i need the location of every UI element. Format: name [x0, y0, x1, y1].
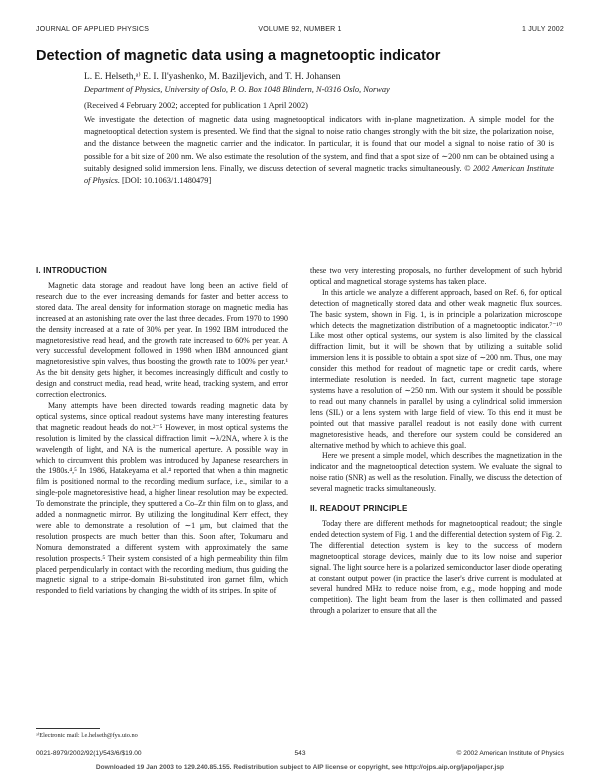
affiliation: Department of Physics, University of Oslo, P. O. Box 1048 Blindern, N-0316 Oslo, Norway — [84, 85, 390, 94]
running-head — [36, 26, 564, 36]
doi: [DOI: 10.1063/1.1480479] — [122, 176, 212, 186]
footer-copyright: © 2002 American Institute of Physics — [456, 750, 564, 757]
author-list: L. E. Helseth,ᵃ⁾ E. I. Il'yashenko, M. Baziljevich, and T. H. Johansen — [84, 72, 341, 82]
abstract — [84, 114, 554, 187]
paragraph: Magnetic data storage and readout have long been an active field of research due to the ever increasing demands for faster and better access to stored data. The areal density for information storage on magnetic media has increased at an astonishing rate over the last three decades. From 1970 to 1990 the density increased at a rate of 30% per year. In 1992 IBM introduced the magnetoresistive read head, and the growth rate increased to 60% per year. A very successful development followed in 1998 when IBM announced giant magnetoresistive spin valves, thus boosting the growth rate to 100% per year.¹ As the bit density gets higher, it becomes increasingly difficult and costly to design and construct media, read head, write head, tracking system, and error correction electronics. — [36, 281, 288, 400]
issue-date: 1 JULY 2002 — [521, 26, 564, 33]
paragraph: In this article we analyze a different approach, based on Ref. 6, for optical detection of magnetically stored data and other weak magnetic flux sources. The basic system, shown in Fig. 1, is in principle a polarization microscope which detects the magnetization distribution of a magnetooptic indicator.⁷⁻¹⁰ Like most other optical systems, our system is also limited by the classical diffraction limit, but it will be shown that by utilizing a suitable solid immersion lens it is possible to obtain a spot size of ∼200 nm. Thus, one may consider this method for readout of magnetic tape or credit cards, where intermediate resolution is needed. In fact, current magnetic tape storage systems have a resolution of ∼250 nm. With our system it should be possible to read out many channels in parallel by using a cylindrical solid immersion lens (SIL) or a lens system with large field of view. To this end it must be pointed out that massive parallel readout is not easily done with current magnetoresistive heads, and therefore our system could be considered an alternative method by which to achieve this goal. — [310, 287, 562, 450]
abstract-copyright: © 2002 American Institute of Physics. — [84, 163, 554, 186]
article-code: 0021-8979/2002/92(1)/543/6/$19.00 — [36, 750, 142, 757]
received-dates: (Received 4 February 2002; accepted for publication 1 April 2002) — [84, 101, 308, 110]
paragraph: Here we present a simple model, which describes the magnetization in the indicator and the magnetooptical detection system. We evaluate the signal to noise ratio (SNR) as well as the resolution. Finally, we discuss the detection of several magnetic tracks simultaneously. — [310, 451, 562, 494]
paragraph: Today there are different methods for magnetooptical readout; the single ended detection system of Fig. 1 and the differential detection system of Fig. 2. The differential detection system is key to the success of modern magnetooptical storage devices, mainly due to its low noise and superior signal. The light source here is a polarized semiconductor laser diode operating at constant output power (in practice the laser's drive current is modulated at several hundred MHz to reduce noise from, e.g., mode hopping and mode competition). The light beam from the laser is then collimated and passed through a polarizer to ensure that all the — [310, 519, 562, 616]
left-column — [36, 266, 288, 597]
article-title: Detection of magnetic data using a magnetooptic indicator — [36, 48, 441, 64]
journal-name: JOURNAL OF APPLIED PHYSICS — [36, 26, 150, 33]
volume-number: VOLUME 92, NUMBER 1 — [258, 26, 342, 33]
page-number: 543 — [294, 750, 306, 757]
section-heading-readout-principle: II. READOUT PRINCIPLE — [310, 504, 408, 514]
download-notice: Downloaded 19 Jan 2003 to 129.240.85.155. Redistribution subject to AIP license or copyright, see http://ojps.aip.org/japo/japcr.jsp — [95, 764, 505, 771]
paragraph: these two very interesting proposals, no further development of such hybrid optical and magnetical storage systems has taken place. — [310, 266, 562, 286]
footnote-rule — [36, 728, 100, 729]
abstract-text: We investigate the detection of magnetic data using magnetooptical indicators with in-plane magnetization. A simple model for the magnetooptical detection system is presented. We find that the signal to noise ratio changes strongly with the bit size, the polarization noise, and the distance between the magnetic carrier and the indicator. In particular, it is found that our model a signal to noise ratio of 30 is possible for a bit size of 200 nm. We also estimate the resolution of the system, and find that a spot size of ∼200 nm can be obtained using a suitably designed solid immersion lens. Finally, we discuss detection of several magnetic tracks simultaneously. — [84, 115, 554, 173]
paragraph: Many attempts have been directed towards reading magnetic data by optical systems, since optical readout systems have many interesting features that magnetic readout heads do not.²⁻⁵ However, in most optical systems the resolution is limited by the classical diffraction limit ∼λ/2NA, where λ is the wavelength of light, and NA is the numerical aperture. A possible way in which to circumvent this problem was introduced by Japanese researchers in the 1980s.⁴,⁵ In 1986, Hatakeyama et al.⁴ reported that when a thin magnetic film is positioned normal to the recording medium surface, i.e., similar to a single-pole magnetoresistive head, a higher linear resolution may be expected. To demonstrate the principle, they sputtered a Co–Zr thin film on to glass, and added a nonmagnetic mirror. By utilizing the longitudinal Kerr effect, they were able to demonstrate a resolution of ∼1 μm, but claimed that the resolution prospects are much better than this. Soon after, Tokumaru and Nomura demonstrated a different system with approximately the same resolution prospects.⁵ Their system consisted of a high permeability thin film placed perpendicularly in contact with the recording medium, thus guiding the magnetic signal to a stripe-domain Bi-substituted iron garnet film, which responded to field variations by changing the width of its stripes. In spite of — [36, 400, 288, 596]
footnote-email: ᵃ⁾Electronic mail: l.e.helseth@fys.uio.no — [36, 732, 138, 739]
page-footer — [36, 750, 564, 760]
right-column — [310, 266, 562, 617]
section-heading-introduction: I. INTRODUCTION — [36, 266, 107, 275]
